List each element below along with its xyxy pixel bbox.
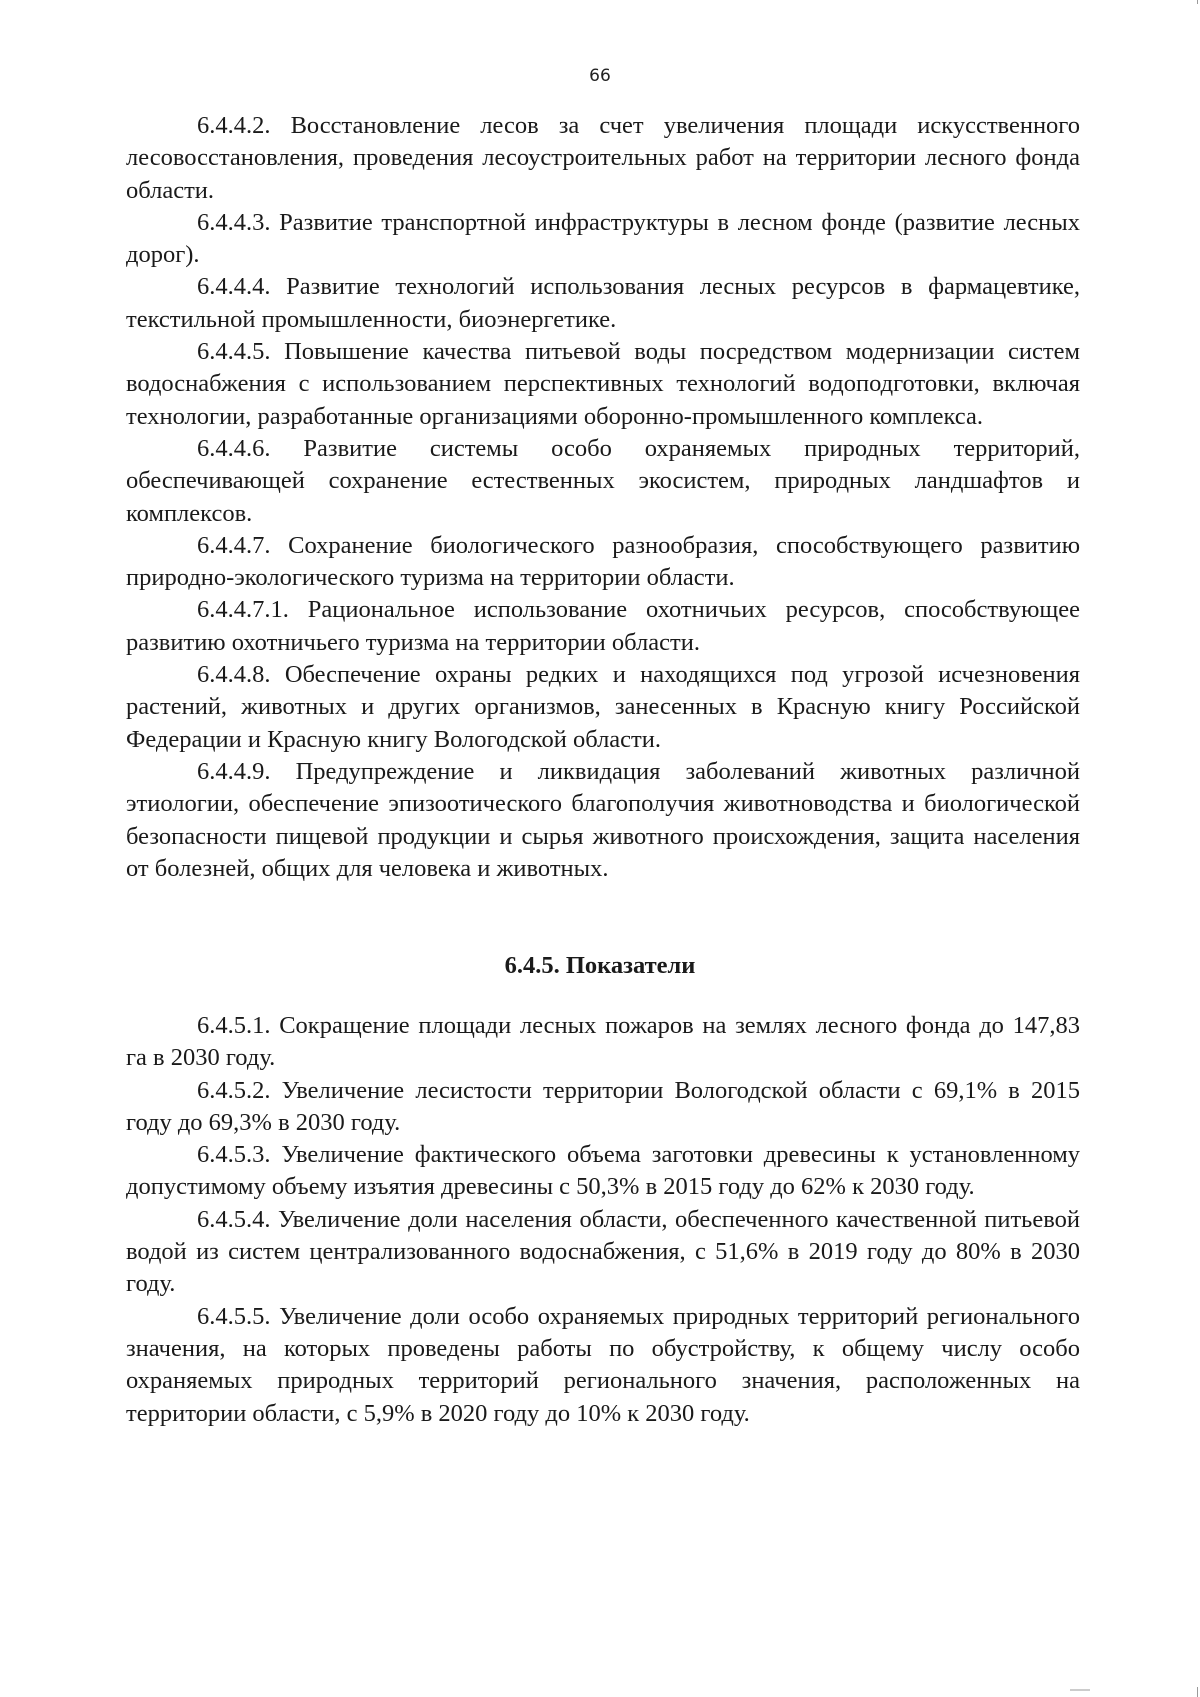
- paragraph-6-4-4-6: 6.4.4.6. Развитие системы особо охраняемых природных территорий, обеспечивающей сохранение естественных экосистем, природных ландшафтов и комплексов.: [126, 434, 1080, 527]
- scan-edge-mark: [1197, 0, 1198, 4]
- paragraph-6-4-4-8: 6.4.4.8. Обеспечение охраны редких и находящихся под угрозой исчезновения растений, животных и других организмов, занесенных в Красную книгу Российской Федерации и Красную книгу Вологодской области.: [126, 661, 1080, 753]
- paragraph-6-4-5-5: 6.4.5.5. Увеличение доли особо охраняемых природных территорий регионального значения, на которых проведены работы по обустройству, к общему числу особо охраняемых природных территорий регионального значения, расположенных на территории области, с 5,9% в 2020 году до 10% к 2030 году.: [126, 1302, 1080, 1427]
- paragraph-6-4-4-7: 6.4.4.7. Сохранение биологического разнообразия, способствующего развитию природно-экологического туризма на территории области.: [126, 531, 1080, 592]
- paragraph-6-4-5-2: 6.4.5.2. Увеличение лесистости территории Вологодской области с 69,1% в 2015 году до 69,3% в 2030 году.: [126, 1076, 1080, 1136]
- paragraph-6-4-4-4: 6.4.4.4. Развитие технологий использования лесных ресурсов в фармацевтике, текстильной промышленности, биоэнергетике.: [126, 273, 1080, 333]
- scan-edge-mark: [1197, 1687, 1198, 1697]
- paragraph-6-4-4-2: 6.4.4.2. Восстановление лесов за счет увеличения площади искусственного лесовосстановления, проведения лесоустроительных работ на территории лесного фонда области.: [126, 112, 1080, 204]
- paragraph-6-4-4-9: 6.4.4.9. Предупреждение и ликвидация заболеваний животных различной этиологии, обеспечение эпизоотического благополучия животноводства и биологической безопасности пищевой продукции и сырья животного происхождения, защита населения от болезней, общих для человека и животных.: [126, 757, 1080, 882]
- section-heading: 6.4.5. Показатели: [504, 952, 696, 979]
- paragraph-6-4-5-1: 6.4.5.1. Сокращение площади лесных пожаров на землях лесного фонда до 147,83 га в 2030 году.: [126, 1012, 1080, 1072]
- paragraph-6-4-5-3: 6.4.5.3. Увеличение фактического объема заготовки древесины к установленному допустимому объему изъятия древесины с 50,3% в 2015 году до 62% к 2030 году.: [126, 1141, 1080, 1201]
- scan-speck: [1070, 1689, 1090, 1691]
- paragraph-6-4-5-4: 6.4.5.4. Увеличение доли населения области, обеспеченного качественной питьевой водой из систем централизованного водоснабжения, с 51,6% в 2019 году до 80% в 2030 году.: [126, 1205, 1080, 1298]
- measures-section: [126, 110, 1080, 885]
- page-number: 66: [589, 66, 611, 86]
- paragraph-6-4-4-3: 6.4.4.3. Развитие транспортной инфраструктуры в лесном фонде (развитие лесных дорог).: [126, 208, 1080, 269]
- paragraph-6-4-4-5: 6.4.4.5. Повышение качества питьевой воды посредством модернизации систем водоснабжения с использованием перспективных технологий водоподготовки, включая технологии, разработанные организациями оборонно-промышленного комплекса.: [126, 338, 1080, 430]
- paragraph-6-4-4-7-1: 6.4.4.7.1. Рациональное использование охотничьих ресурсов, способствующее развитию охотничьего туризма на территории области.: [126, 596, 1080, 656]
- indicators-section: [126, 1010, 1080, 1430]
